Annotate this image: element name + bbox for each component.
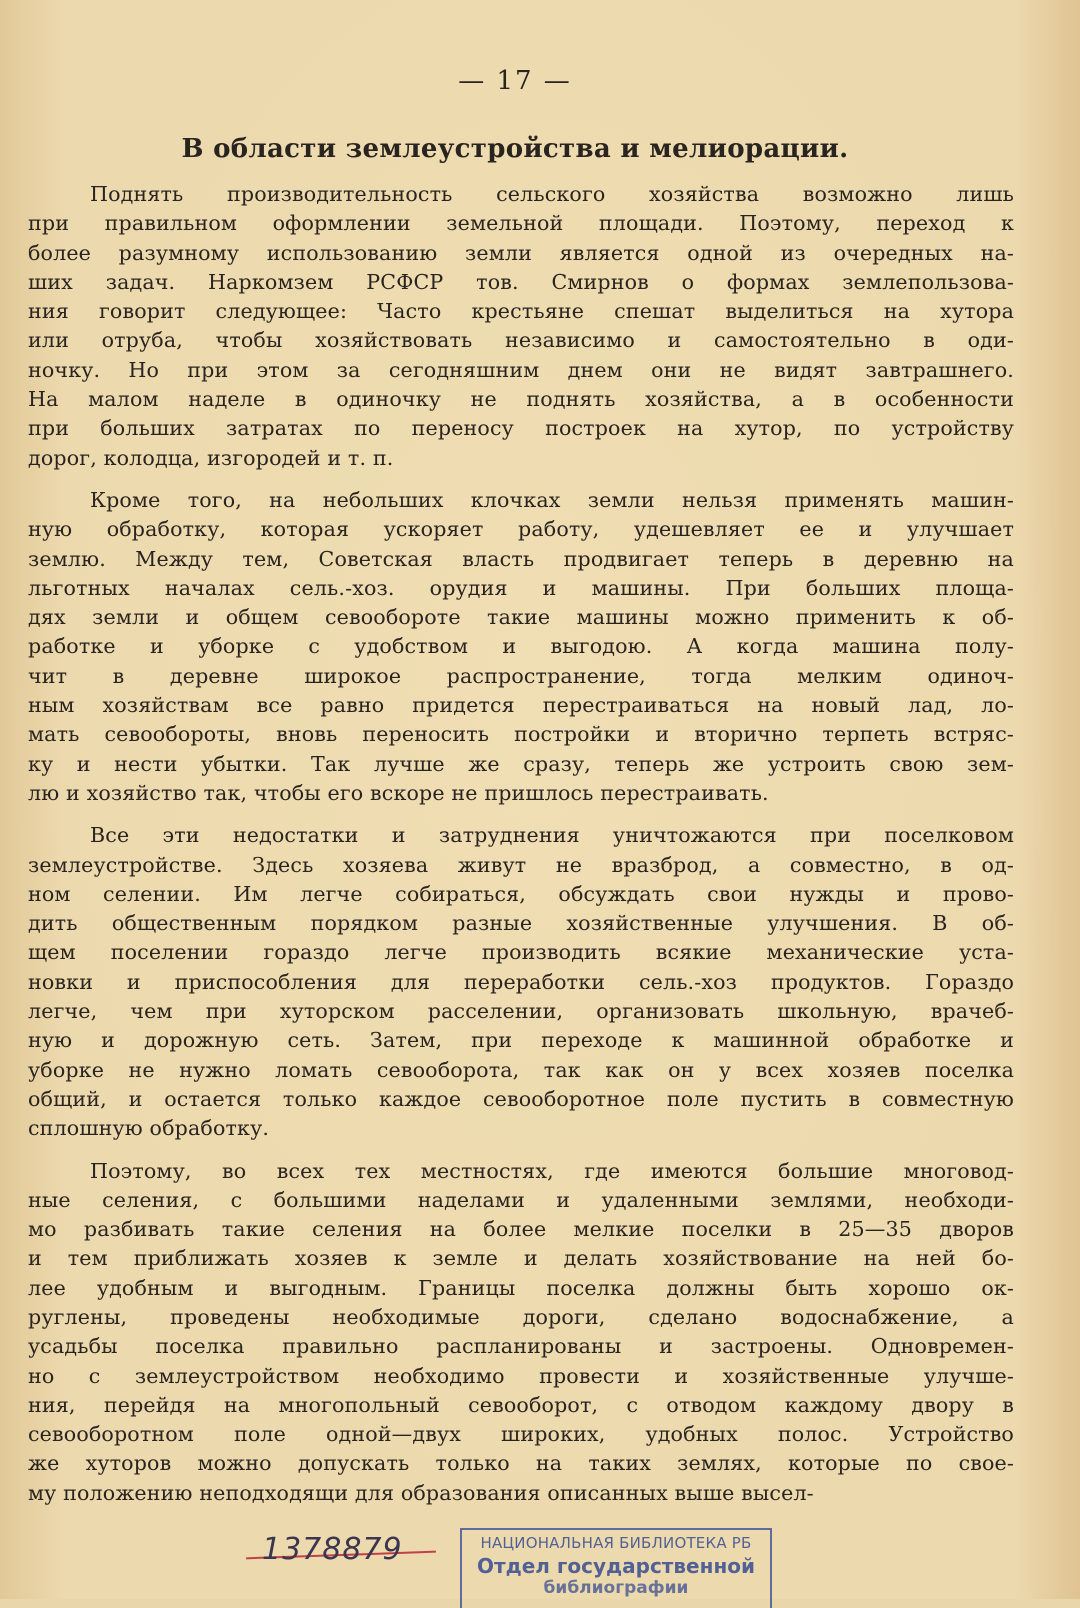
text-line: ную и дорожную сеть. Затем, при переходе к машинной обработке и [28, 1028, 1014, 1053]
text-line: землю. Между тем, Советская власть продвигает теперь в деревню на [28, 546, 1014, 571]
text-line: ния говорит следующее: Часто крестьяне спешат выделиться на хутора [28, 299, 1014, 324]
text-line: На малом наделе в одиночку не поднять хозяйства, а в особенности [28, 387, 1014, 412]
text-line: ших задач. Наркомзем РСФСР тов. Смирнов о формах землепользова- [28, 269, 1014, 294]
text-line: более разумному использованию земли является одной из очередных на- [28, 240, 1014, 265]
text-line: при больших затратах по переносу построек на хутор, по устройству [28, 416, 1014, 441]
text-line: ночку. Но при этом за сегодняшним днем они не видят завтрашнего. [28, 357, 1014, 382]
text-line: ку и нести убытки. Так лучше же сразу, теперь же устроить свою зем- [28, 751, 1014, 776]
text-line: уборке не нужно ломать севооборота, так как он у всех хозяев поселка [28, 1057, 1014, 1082]
text-line: дях земли и общем севообороте такие машины можно применить к об- [28, 605, 1014, 630]
text-line: му положению неподходящи для образования описанных выше высел- [28, 1480, 814, 1505]
body-text [28, 180, 1014, 1521]
text-line: работке и уборке с удобством и выгодою. А когда машина полу- [28, 634, 1014, 659]
text-line: щем поселении гораздо легче производить всякие механические уста- [28, 940, 1014, 965]
text-line: дорог, колодца, изгородей и т. п. [28, 445, 394, 470]
text-line: лее удобным и выгодным. Границы поселка должны быть хорошо ок- [28, 1275, 1014, 1300]
paragraph [28, 180, 1014, 473]
handwritten-inventory-number: 1378879 [262, 1532, 403, 1567]
text-line: дить общественным порядком разные хозяйственные улучшения. В об- [28, 911, 1014, 936]
text-line: Поднять производительность сельского хозяйства возможно лишь [90, 182, 1014, 206]
text-line: мо разбивать такие селения на более мелкие поселки в 25—35 дворов [28, 1217, 1014, 1242]
text-line: и тем приближать хозяев к земле и делать хозяйствование на ней бо- [28, 1246, 1014, 1271]
text-line: льготных началах сель.-хоз. орудия и машины. При больших площа- [28, 575, 1014, 600]
stamp-area [0, 1522, 1080, 1599]
text-line: новки и приспособления для переработки сель.-хоз продуктов. Гораздо [28, 969, 1014, 994]
text-line: ным хозяйствам все равно придется перестраиваться на новый лад, ло- [28, 693, 1014, 718]
text-line: лю и хозяйство так, чтобы его вскоре не пришлось перестраивать. [28, 780, 769, 805]
stamp-line-department: Отдел государственной [476, 1554, 756, 1578]
text-line: ные селения, с большими наделами и удаленными землями, необходи- [28, 1187, 1014, 1212]
paragraph [28, 486, 1014, 808]
text-line: усадьбы поселка правильно распланированы и застроены. Одновремен- [28, 1334, 1014, 1359]
library-stamp [460, 1528, 772, 1608]
page-number: — 17 — [458, 66, 572, 96]
text-line: руглены, проведены необходимые дороги, сделано водоснабжение, а [28, 1304, 1014, 1329]
text-line: ния, перейдя на многопольный севооборот, с отводом каждому двору в [28, 1392, 1014, 1417]
text-line: при правильном оформлении земельной площади. Поэтому, переход к [28, 211, 1014, 236]
text-line: легче, чем при хуторском расселении, организовать школьную, врачеб- [28, 999, 1014, 1024]
text-line: Все эти недостатки и затруднения уничтожаются при поселковом [90, 823, 1014, 848]
text-line: общий, и остается только каждое севооборотное поле пустить в совместную [28, 1086, 1014, 1111]
text-line: Поэтому, во всех тех местностях, где имеются большие многовод- [90, 1158, 1014, 1183]
text-line: мать севообороты, вновь переносить постройки и вторично терпеть встряс- [28, 722, 1014, 747]
paragraph [28, 1157, 1014, 1509]
text-line: или отруба, чтобы хозяйствовать независимо и самостоятельно в оди- [28, 328, 1014, 353]
text-line: но с землеустройством необходимо провести и хозяйственные улучше- [28, 1363, 1014, 1388]
stamp-line-bibliography: библиографии [543, 1578, 689, 1598]
stamp-line-library: НАЦИОНАЛЬНАЯ БИБЛИОТЕКА РБ [480, 1534, 752, 1552]
text-line: севооборотном поле одной—двух широких, удобных полос. Устройство [28, 1422, 1014, 1447]
text-line: чит в деревне широкое распространение, тогда мелким одиноч- [28, 663, 1014, 688]
text-line: ном селении. Им легче собираться, обсуждать свои нужды и прово- [28, 881, 1014, 906]
section-heading: В области землеустройства и мелиорации. [181, 134, 849, 164]
text-line: землеустройстве. Здесь хозяева живут не вразброд, а совместно, в од- [28, 852, 1014, 877]
paragraph [28, 821, 1014, 1143]
text-line: Кроме того, на небольших клочках земли нельзя применять машин- [90, 487, 1014, 512]
text-line: же хуторов можно допускать только на таких землях, которые по свое- [28, 1451, 1014, 1476]
text-line: ную обработку, которая ускоряет работу, удешевляет ее и улучшает [28, 517, 1014, 542]
text-line: сплошную обработку. [28, 1116, 270, 1141]
